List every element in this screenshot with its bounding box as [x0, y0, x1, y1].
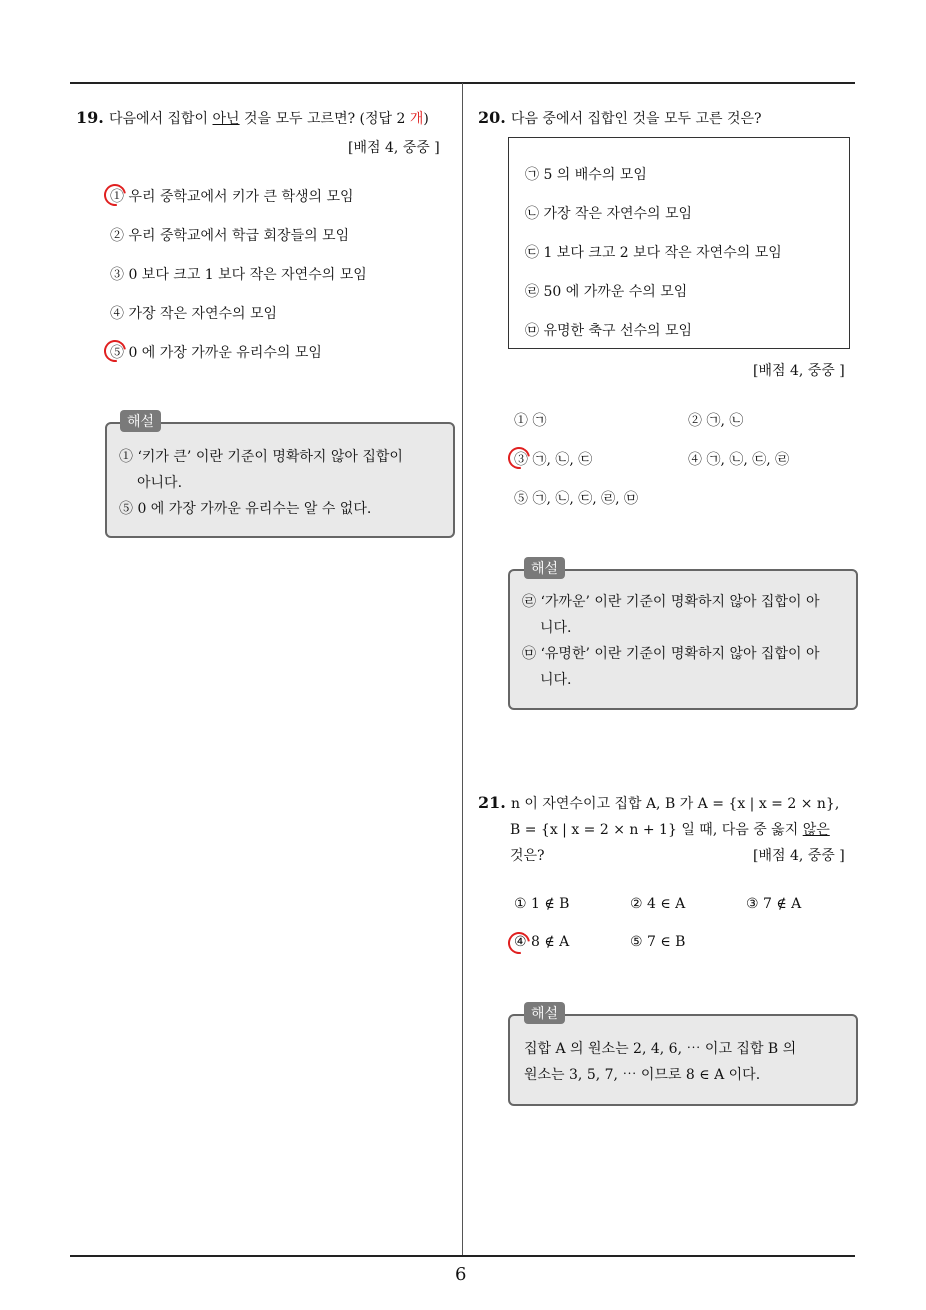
solution-line: ⑤ 0 에 가장 가까운 유리수는 알 수 없다.	[119, 501, 372, 517]
solution-line: 아니다.	[137, 475, 183, 491]
choice-2[interactable]: ② 우리 중학교에서 학급 회장들의 모임	[110, 228, 350, 244]
choice-1[interactable]: ① 1 ∉ B	[514, 896, 570, 912]
solution-tag: 해설	[524, 557, 565, 579]
box-item: ㉣ 50 에 가까운 수의 모임	[525, 284, 688, 300]
solution-line: 집합 A 의 원소는 2, 4, 6, ⋯ 이고 집합 B 의	[524, 1041, 797, 1057]
score-label: [배점 4, 중중 ]	[753, 848, 845, 864]
choice-2[interactable]: ② ㉠, ㉡	[688, 413, 744, 429]
question-20-stem	[478, 108, 762, 128]
question-number: 20.	[478, 108, 506, 127]
box-item: ㉡ 가장 작은 자연수의 모임	[525, 206, 693, 222]
question-19-stem	[76, 108, 429, 128]
choice-4[interactable]: ④ 가장 작은 자연수의 모임	[110, 306, 278, 322]
choice-5[interactable]: ⑤ ㉠, ㉡, ㉢, ㉣, ㉤	[514, 491, 639, 507]
box-item: ㉠ 5 의 배수의 모임	[525, 167, 647, 183]
question-text-line2: B = {x | x = 2 × n + 1} 일 때, 다음 중 옳지 않은	[510, 822, 830, 838]
choice-2[interactable]: ② 4 ∈ A	[630, 896, 686, 912]
choice-4[interactable]: ④ 8 ∉ A	[514, 934, 570, 950]
choice-5[interactable]: ⑤ 0 에 가장 가까운 유리수의 모임	[110, 345, 322, 361]
choice-4[interactable]: ④ ㉠, ㉡, ㉢, ㉣	[688, 452, 790, 468]
choice-3[interactable]: ③ 7 ∉ A	[746, 896, 802, 912]
solution-line: ① ‘키가 큰’ 이란 기준이 명확하지 않아 집합이	[119, 449, 403, 465]
question-number: 21.	[478, 793, 506, 812]
box-item: ㉤ 유명한 축구 선수의 모임	[525, 323, 693, 339]
question-21-stem	[478, 793, 839, 813]
solution-line: 니다.	[540, 620, 572, 636]
question-number: 19.	[76, 108, 104, 127]
solution-tag: 해설	[524, 1002, 565, 1024]
solution-line: 니다.	[540, 672, 572, 688]
solution-line: 원소는 3, 5, 7, ⋯ 이므로 8 ∈ A 이다.	[524, 1067, 761, 1083]
bottom-rule	[70, 1255, 855, 1257]
solution-box	[508, 1014, 858, 1106]
score-label: [배점 4, 중중 ]	[753, 363, 845, 379]
question-text: n 이 자연수이고 집합 A, B 가 A = {x | x = 2 × n},	[510, 796, 840, 812]
question-text: 다음에서 집합이 아닌 것을 모두 고르면? (정답 2 개)	[108, 111, 429, 127]
box-item: ㉢ 1 보다 크고 2 보다 작은 자연수의 모임	[525, 245, 782, 261]
condition-box	[508, 137, 850, 349]
choice-1[interactable]: ① 우리 중학교에서 키가 큰 학생의 모임	[110, 189, 354, 205]
choice-3[interactable]: ③ 0 보다 크고 1 보다 작은 자연수의 모임	[110, 267, 367, 283]
choice-1[interactable]: ① ㉠	[514, 413, 547, 429]
solution-line: ㉤ ‘유명한’ 이란 기준이 명확하지 않아 집합이 아	[522, 646, 820, 662]
column-divider	[462, 83, 463, 1255]
page-number: 6	[455, 1264, 467, 1285]
solution-box	[508, 569, 858, 710]
solution-box	[105, 422, 455, 538]
question-text: 다음 중에서 집합인 것을 모두 고른 것은?	[510, 111, 762, 127]
score-label: [배점 4, 중중 ]	[348, 140, 440, 156]
question-text-line3: 것은?	[510, 848, 545, 864]
solution-tag: 해설	[120, 410, 161, 432]
answer-mark-icon	[504, 928, 535, 959]
choice-5[interactable]: ⑤ 7 ∈ B	[630, 934, 686, 950]
solution-line: ㉣ ‘가까운’ 이란 기준이 명확하지 않아 집합이 아	[522, 594, 820, 610]
choice-3[interactable]: ③ ㉠, ㉡, ㉢	[514, 452, 593, 468]
